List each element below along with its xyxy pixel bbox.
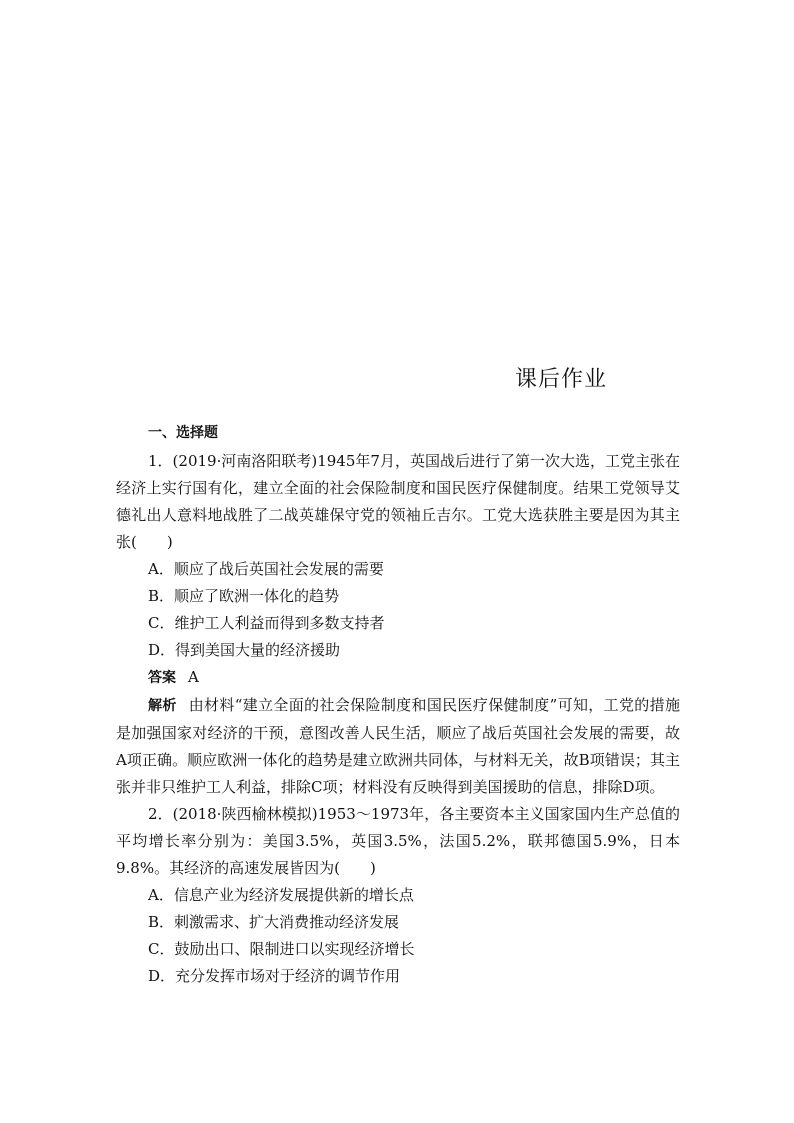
question-1-analysis [116,692,680,801]
question-2-option-b: B．刺激需求、扩大消费推动经济发展 [148,913,400,931]
analysis-text: 由材料“建立全面的社会保险制度和国民医疗保健制度”可知，工党的措施是加强国家对经济的干预，意图改善人民生活，顺应了战后英国社会发展的需要，故A项正确。顺应欧洲一体化的趋势是建立欧洲共同体，与材料无关，故B项错误；其主张并非只维护工人利益，排除C项；材料没有反映得到美国援助的信息，排除D项。 [116,696,680,796]
question-1-option-c: C．维护工人利益而得到多数支持者 [148,614,385,632]
question-1-option-a: A．顺应了战后英国社会发展的需要 [148,560,384,578]
question-1-option-d: D．得到美国大量的经济援助 [148,641,341,659]
section-heading: 一、选择题 [148,425,218,441]
question-2-option-a: A．信息产业为经济发展提供新的增长点 [148,886,414,904]
question-1-option-b: B．顺应了欧洲一体化的趋势 [148,587,340,605]
question-2-option-c: C．鼓励出口、限制进口以实现经济增长 [148,940,415,958]
page-title: 课后作业 [515,367,608,392]
question-2-option-d: D．充分发挥市场对于经济的调节作用 [148,967,401,985]
question-1-stem: 1．(2019·河南洛阳联考)1945年7月，英国战后进行了第一次大选，工党主张在经济上实行国有化，建立全面的社会保险制度和国民医疗保健制度。结果工党领导艾德礼出人意料地战胜了二战英雄保守党的领袖丘吉尔。工党大选获胜主要是因为其主张( ) [116,452,680,551]
answer-label: 答案 [148,670,176,686]
document-body [116,420,680,990]
analysis-label: 解析 [148,698,177,714]
question-2-stem: 2．(2018·陕西榆林模拟)1953～1973年，各主要资本主义国家国内生产总值的平均增长率分别为：美国3.5%，英国3.5%，法国5.2%，联邦德国5.9%，日本9.8%。其经济的高速发展皆因为( ) [116,805,680,877]
question-1-answer [116,664,680,692]
answer-value: A [188,668,199,686]
